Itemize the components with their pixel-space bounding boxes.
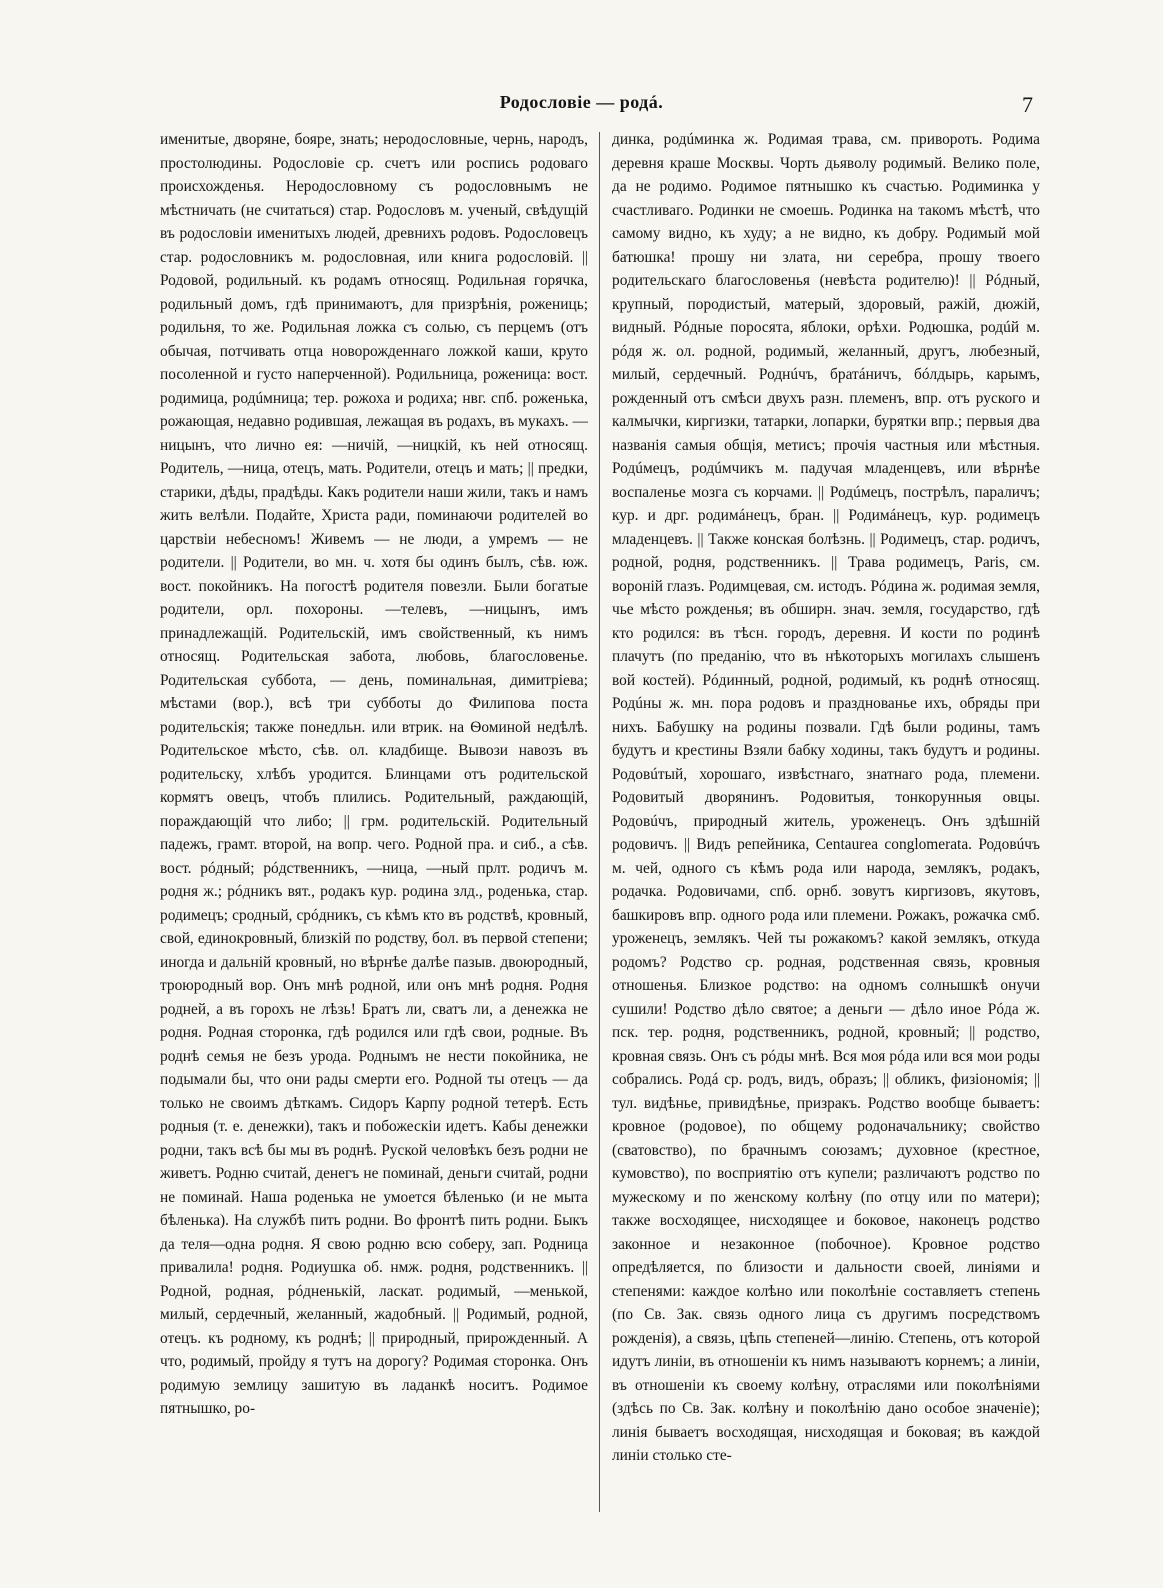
text-columns — [160, 128, 1040, 1528]
right-column-text: динка, родúминка ж. Родимая трава, см. привороть. Родима деревня краше Москвы. Чорть дьяволу родимый. Велико поле, да не родимо. Родимое пятнышко къ счастью. Родиминка у счастливаго. Родинки не смоешь. Родинка на такомъ мѣстѣ, что самому видно, къ худу; а не видно, къ добру. Родимый мой батюшка! прошу ни злата, ни серебра, прошу твоего родительскаго благословенья (невѣста родителю)! || Рóдный, крупный, породистый, матерый, здоровый, ражій, дюжій, видный. Рóдные поросята, яблоки, орѣхи. Родюшка, родúй м. рóдя ж. ол. родной, родимый, желанный, другъ, любезный, милый, сердечный. Роднúчъ, братáничъ, бóлдырь, карымъ, рожденный отъ смѣси двухъ разн. племенъ, впр. отъ руского и калмычки, киргизки, татарки, лопарки, бурятки впр.; первыя два названія самыя общія, метисъ; прочія частныя или мѣстныя. Родúмецъ, родúмчикъ м. падучая младенцевъ, или вѣрнѣе воспаленье мозга съ корчами. || Родúмецъ, пострѣлъ, параличъ; кур. и дрг. родимáнецъ, бран. || Родимáнецъ, кур. родимецъ младенцевъ. || Также конская болѣзнь. || Родимецъ, стар. родичъ, родной, родня, родственникъ. || Трава родимецъ, Paris, см. вороній глазъ. Родимцевая, см. истодъ. Рóдина ж. родимая земля, чье мѣсто рожденья; въ обширн. знач. земля, государство, гдѣ кто родился: въ тѣсн. городъ, деревня. И кости по родинѣ плачутъ (по преданію, что въ нѣкоторыхъ могилахъ слышенъ вой костей). Рóдинный, родной, родимый, къ роднѣ относящ. Родúны ж. мн. пора родовъ и празднованье ихъ, обряды при нихъ. Бабушку на родины позвали. Гдѣ были родины, тамъ будутъ и крестины Взяли бабку ходины, такъ будутъ и родины. Родовúтый, хорошаго, извѣстнаго, знатнаго рода, племени. Родовитый дворянинъ. Родовитыя, тонкорунныя овцы. Родовúчъ, природный житель, уроженецъ. Онъ здѣшній родовичъ. || Видъ репейника, Centaurea conglomerata. Родовúчъ м. чей, одного съ кѣмъ рода или народа, землякъ, родакъ, родачка. Родовичами, спб. орнб. зовутъ киргизовъ, якутовъ, башкировъ впр. одного рода или племени. Рожакъ, рожачка смб. уроженецъ, землякъ. Чей ты рожакомъ? какой землякъ, откуда родомъ? Родство ср. родная, родственная связь, кровныя отношенья. Близкое родство: на одномъ солнышкѣ онучи сушили! Родство дѣло святое; а деньги — дѣло иное Рóда ж. пск. тер. родня, родственникъ, родной, кровный; || родство, кровная связь. Онъ съ рóды мнѣ. Вся моя рóда или вся мои роды собрались. Родá ср. родъ, видъ, образъ; || обликъ, физіономія; || тул. видѣнье, привидѣнье, призракъ. Родство вообще бываетъ: кровное (родовое), по общему родоначальнику; свойство (сватовство), по брачнымъ союзамъ; духовное (крестное, кумовство), по восприятію отъ купели; различаютъ родство по мужескому и по женскому колѣну (по отцу или по матери); также восходящее, нисходящее и боковое, наконецъ родство законное и незаконное (побочное). Кровное родство опредѣляется, по близости и дальности своей, линіями и степенями: каждое колѣно или поколѣніе составляетъ степень (по Св. Зак. связь одного лица съ другимъ посредствомъ рожденія), а связь, цѣпь степеней—линію. Степень, отъ которой идутъ линіи, въ отношеніи къ нимъ называютъ корнемъ; а линіи, въ отношеніи къ своему колѣну, отраслями или поколѣніями (здѣсь по Св. Зак. колѣну и поколѣнію дано особое значеніе); линія бываетъ восходящая, нисходящая и боковая; въ каждой линіи столько сте- — [612, 131, 1040, 1464]
page-header — [0, 92, 1163, 126]
column-divider — [599, 132, 600, 1512]
running-head: Родословіе — родá. — [499, 92, 664, 112]
left-column — [160, 128, 588, 1528]
left-column-text: именитые, дворяне, бояре, знать; неродословные, чернь, народъ, простолюдины. Родословіе ср. счетъ или роспись родоваго происхожденья. Неродословному съ родословнымъ не мѣстничать (не считаться) стар. Родословъ м. ученый, свѣдущій въ родословіи именитыхъ людей, древнихъ родовъ. Родословецъ стар. родословникъ м. родословная, или книга родословій. || Родовой, родильный. къ родамъ относящ. Родильная горячка, родильный домъ, гдѣ принимаютъ, для призрѣнія, рожениць; родильня, то же. Родильная ложка съ солью, съ перцемъ (отъ обычая, потчивать отца новорожденнаго ложкой каши, круто посоленной и густо наперченной). Родильница, роженица: вост. родимица, родúмница; тер. рожоха и родиха; нвг. спб. роженька, рожающая, недавно родившая, лежащая въ родахъ, въ мукахъ. —ницынъ, что лично ея: —ничій, —ницкій, къ ней относящ. Родитель, —ница, отецъ, мать. Родители, отецъ и мать; || предки, старики, дѣды, прадѣды. Какъ родители наши жили, такъ и намъ жить велѣли. Подайте, Христа ради, поминаючи родителей во царствіи небесномъ! Живемъ — не люди, а умремъ — не родители. || Родители, во мн. ч. хотя бы одинъ былъ, сѣв. юж. вост. покойникъ. На погостѣ родителя повезли. Были богатые родители, орл. похороны. —телевъ, —ницынъ, имъ принадлежащій. Родительскій, имъ свойственный, къ нимъ относящ. Родительская забота, любовь, благословенье. Родительская суббота, — день, поминальная, димитріева; мѣстами (вор.), всѣ три субботы до Филипова поста родительскія; также понедльн. или втрик. на Ѳоминой недѣлѣ. Родительское мѣсто, сѣв. ол. кладбище. Вывози навозъ въ родительску, хлѣбъ уродится. Блинцами отъ родительской кормятъ овецъ, чтобъ плились. Родительный, раждающій, пораждающій что либо; || грм. родительскій. Родительный падежъ, грамт. второй, на вопр. чего. Родной пра. и сиб., а сѣв. вост. рóдный; рóдственникъ, —ница, —ный прлт. родичъ м. родня ж.; рóдникъ вят., родакъ кур. родина злд., роденька, стар. родимецъ; сродный, срóдникъ, съ кѣмъ кто въ родствѣ, кровный, свой, единокровный, близкій по родству, бол. въ первой степени; иногда и дальній кровный, но вѣрнѣе далѣе пазыв. двоюродный, троюродный вор. Онъ мнѣ родной, или онъ мнѣ родня. Родня родней, а въ горохъ не лѣзь! Братъ ли, сватъ ли, а денежка не родня. Родная сторонка, гдѣ родился или гдѣ свои, родные. Въ роднѣ семья не безъ урода. Роднымъ не нести покойника, не подымали бы, что они рады смерти его. Родной ты отецъ — да только не своимъ дѣткамъ. Сидоръ Карпу родной тетерѣ. Есть родныя (т. е. денежки), такъ и побожескіи идетъ. Кабы денежки родни, такъ всѣ бы мы въ роднѣ. Руской человѣкъ безъ родни не живетъ. Родню считай, денегъ не поминай, деньги считай, родни не поминай. Наша роденька не умоется бѣленько (и не мыта бѣленька). На службѣ пить родни. Во фронтѣ пить родни. Быкъ да теля—одна родня. Я свою родню всю соберу, зап. Родница привалила! родня. Родиушка об. нмж. родня, родственникъ. || Родной, родная, рóдненькій, ласкат. родимый, —менькой, милый, сердечный, желанный, жадобный. || Родимый, родной, отецъ. къ родному, къ роднѣ; || природный, прирожденный. А что, родимый, пройду я тутъ на дорогу? Родимая сторонка. Онъ родимую землицу зашитую въ ладанкѣ носитъ. Родимое пятнышко, ро- — [160, 131, 588, 1417]
page-number: 7 — [1022, 92, 1033, 117]
right-column — [612, 128, 1040, 1528]
